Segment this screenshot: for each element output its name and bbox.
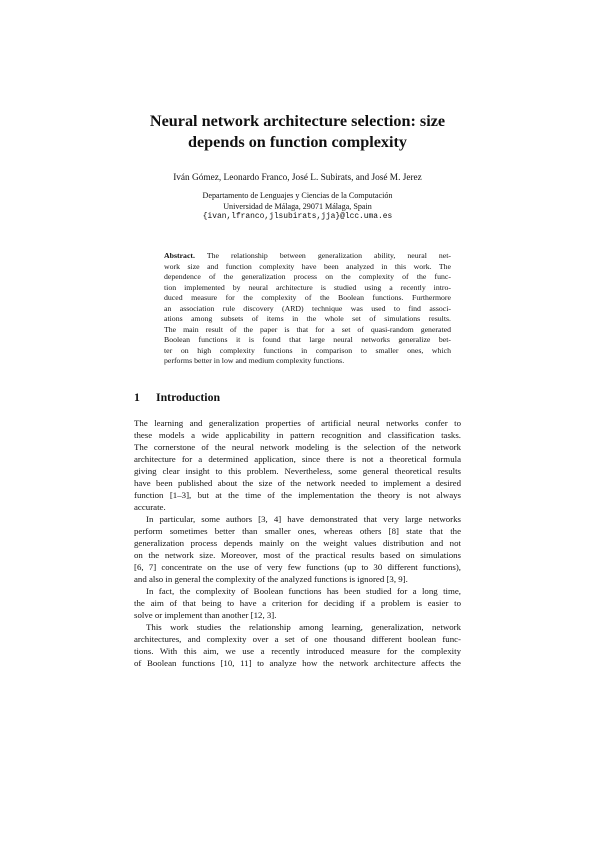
body-line: accurate. [134,502,166,512]
body-line: solve or implement than another [12, 3]. [134,610,277,620]
body-line: giving clear insight to this problem. Nevertheless, some general theoretical results [134,466,461,476]
body-line: architecture for a determined application, since there is not a theoretical formula [134,454,461,464]
body-line: function [1–3], but at the time of the implementation the theory is not always [134,490,461,500]
body-text [134,417,461,669]
body-line: The learning and generalization properties of artificial neural networks confer to [134,418,461,428]
body-line: on the network size. Moreover, most of the practical results based on simulations [134,550,461,560]
body-line: [6, 7] concentrate on the use of very few functions (up to 30 different functions), [134,562,461,572]
paper-title [120,111,475,153]
email-list: {ivan,lfranco,jlsubirats,jja}@lcc.uma.es [202,212,393,221]
body-line: have been published about the size of the network needed to implement a desired [134,478,461,488]
abstract-line [164,251,451,262]
body-line: these models a wide applicability in pattern recognition and classification tasks. [134,430,461,440]
abstract-line: performs better in low and medium complexity functions. [164,356,345,365]
abstract-text: The relationship between generalization ability, neural net- [206,251,452,260]
title-line: depends on function complexity [187,133,407,151]
abstract-line: an association rule discovery (ARD) technique was used to find associ- [164,303,451,313]
abstract-line: ter on high complexity functions in comparison to smaller ones, which [164,345,451,355]
body-line: The cornerstone of the neural network modeling is the selection of the network [134,442,461,452]
abstract [164,251,451,367]
body-line: and also in general the complexity of the analyzed functions is ignored [3, 9]. [134,574,408,584]
section-heading [134,390,220,404]
section-title: Introduction [156,390,221,404]
university: Universidad de Málaga, 29071 Málaga, Spain [223,201,372,211]
abstract-line: duced measure for the complexity of the Boolean functions. Furthermore [164,293,451,302]
body-line: generalization process depends mainly on the weight values distribution and not [134,538,461,548]
body-line: architectures, and complexity over a set of one thousand different boolean func- [134,634,461,644]
author-list: Iván Gómez, Leonardo Franco, José L. Subirats, and José M. Jerez [173,173,422,183]
abstract-line: work size and function complexity have been analyzed in this work. The [164,261,451,271]
body-line: tions. With this aim, we use a recently introduced measure for the complexity [134,646,461,656]
body-line: This work studies the relationship among learning, generalization, network [146,622,461,632]
affiliation [0,191,595,223]
abstract-label: Abstract. [164,251,195,260]
department: Departamento de Lenguajes y Ciencias de la Computación [202,191,393,200]
abstract-line: ations among subsets of items in the whole set of simulations results. [164,314,451,323]
section-number: 1 [134,390,140,404]
body-line: perform sometimes better than smaller ones, whereas others [8] state that the [134,526,461,536]
body-line: In particular, some authors [3, 4] have demonstrated that very large networks [146,514,461,524]
abstract-line: The main result of the paper is that for a set of quasi-random generated [164,324,451,334]
body-line: of Boolean functions [10, 11] to analyze how the network architecture affects the [134,658,461,668]
abstract-line: tion implemented by neural architecture is studied using a recently intro- [164,282,451,292]
abstract-line: Boolean functions it is found that large neural networks generalize bet- [164,335,451,344]
title-line: Neural network architecture selection: size [149,112,446,130]
abstract-line: dependence of the generalization process on the complexity of the func- [164,272,451,281]
body-line: the aim of that being to have a criterion for deciding if a problem is easier to [134,598,461,608]
body-line: In fact, the complexity of Boolean functions has been studied for a long time, [146,586,461,596]
